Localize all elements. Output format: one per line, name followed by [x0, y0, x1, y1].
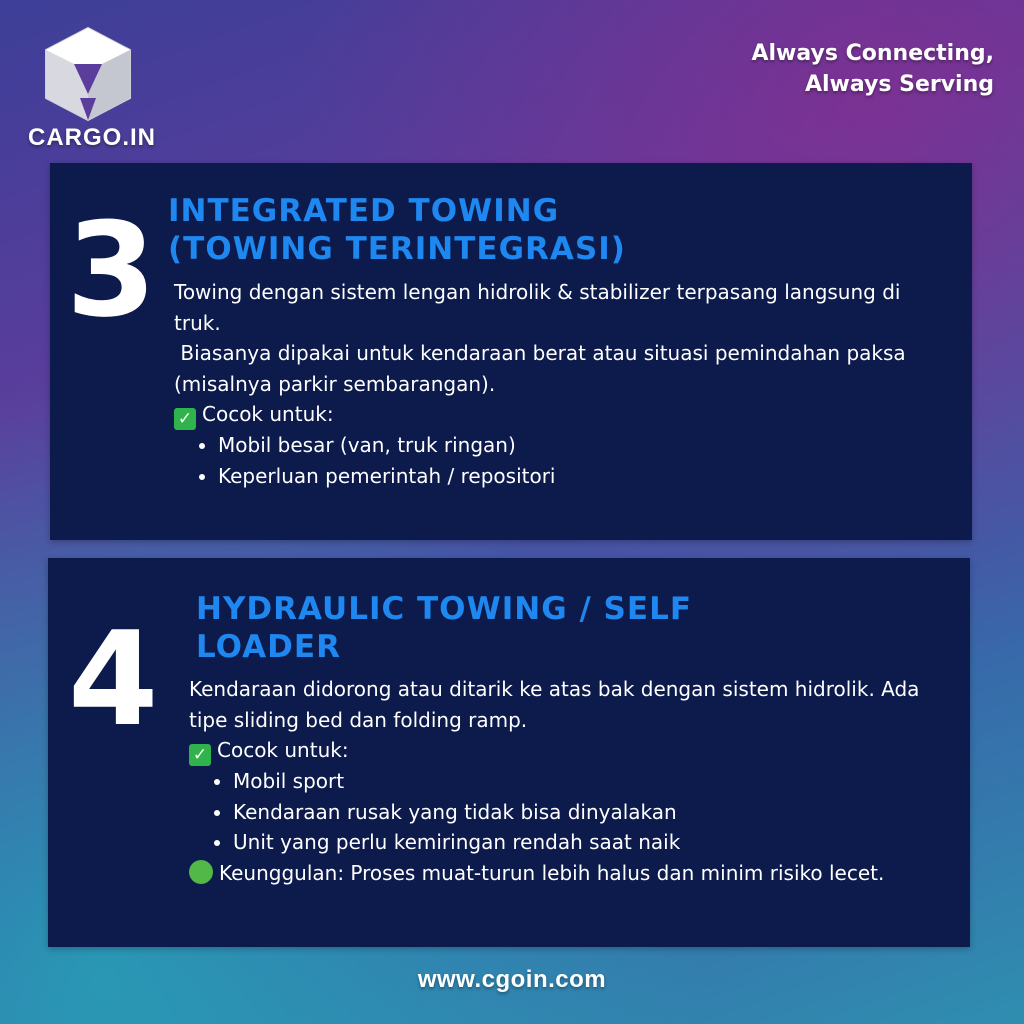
section-title — [168, 192, 928, 268]
section-card-3 — [50, 163, 972, 540]
list-item: • Keperluan pemerintah / repositori — [218, 461, 934, 492]
section-body — [174, 277, 934, 491]
suitable-heading — [189, 735, 929, 766]
section-title-line-1: INTEGRATED TOWING — [168, 193, 560, 229]
section-title-line-2: LOADER — [196, 629, 341, 665]
section-title-line-1: HYDRAULIC TOWING / SELF — [196, 591, 692, 627]
section-number: 4 — [68, 603, 159, 755]
section-card-4 — [48, 558, 970, 947]
suitable-label: Cocok untuk: — [217, 738, 349, 762]
list-item: • Mobil sport — [233, 766, 929, 797]
green-circle-icon — [189, 860, 213, 884]
list-item: • Mobil besar (van, truk ringan) — [218, 430, 934, 461]
check-mark-icon: ✓ — [174, 408, 196, 430]
section-paragraph: Towing dengan sistem lengan hidrolik & stabilizer terpasang langsung di truk. — [174, 280, 901, 335]
brand-name: CARGO.IN — [28, 124, 156, 151]
suitable-heading — [174, 399, 934, 430]
suitable-list — [174, 430, 934, 491]
section-number: 3 — [66, 194, 153, 346]
section-paragraph: Biasanya dipakai untuk kendaraan berat atau situasi pemindahan paksa (misalnya parkir sembarangan). — [174, 341, 913, 396]
tagline-line-2: Always Serving — [804, 72, 994, 97]
section-title-line-2: (TOWING TERINTEGRASI) — [168, 231, 626, 267]
advantage-text: Keunggulan: Proses muat-turun lebih halus dan minim risiko lecet. — [219, 860, 885, 885]
section-paragraph: Kendaraan didorong atau ditarik ke atas bak dengan sistem hidrolik. Ada tipe sliding bed dan folding ramp. — [189, 677, 920, 732]
tagline — [694, 38, 994, 100]
brand-logo — [28, 24, 168, 154]
suitable-label: Cocok untuk: — [202, 402, 334, 426]
section-title — [196, 590, 956, 666]
check-mark-icon: ✓ — [189, 744, 211, 766]
advantage-note — [189, 858, 929, 889]
hexagon-cube-logo-icon — [40, 24, 136, 124]
website-link[interactable]: www.cgoin.com — [417, 966, 607, 993]
tagline-line-1: Always Connecting, — [751, 41, 994, 66]
section-body — [189, 674, 929, 888]
list-item: • Unit yang perlu kemiringan rendah saat naik — [233, 827, 929, 858]
suitable-list — [189, 766, 929, 858]
list-item: • Kendaraan rusak yang tidak bisa dinyalakan — [233, 797, 929, 828]
